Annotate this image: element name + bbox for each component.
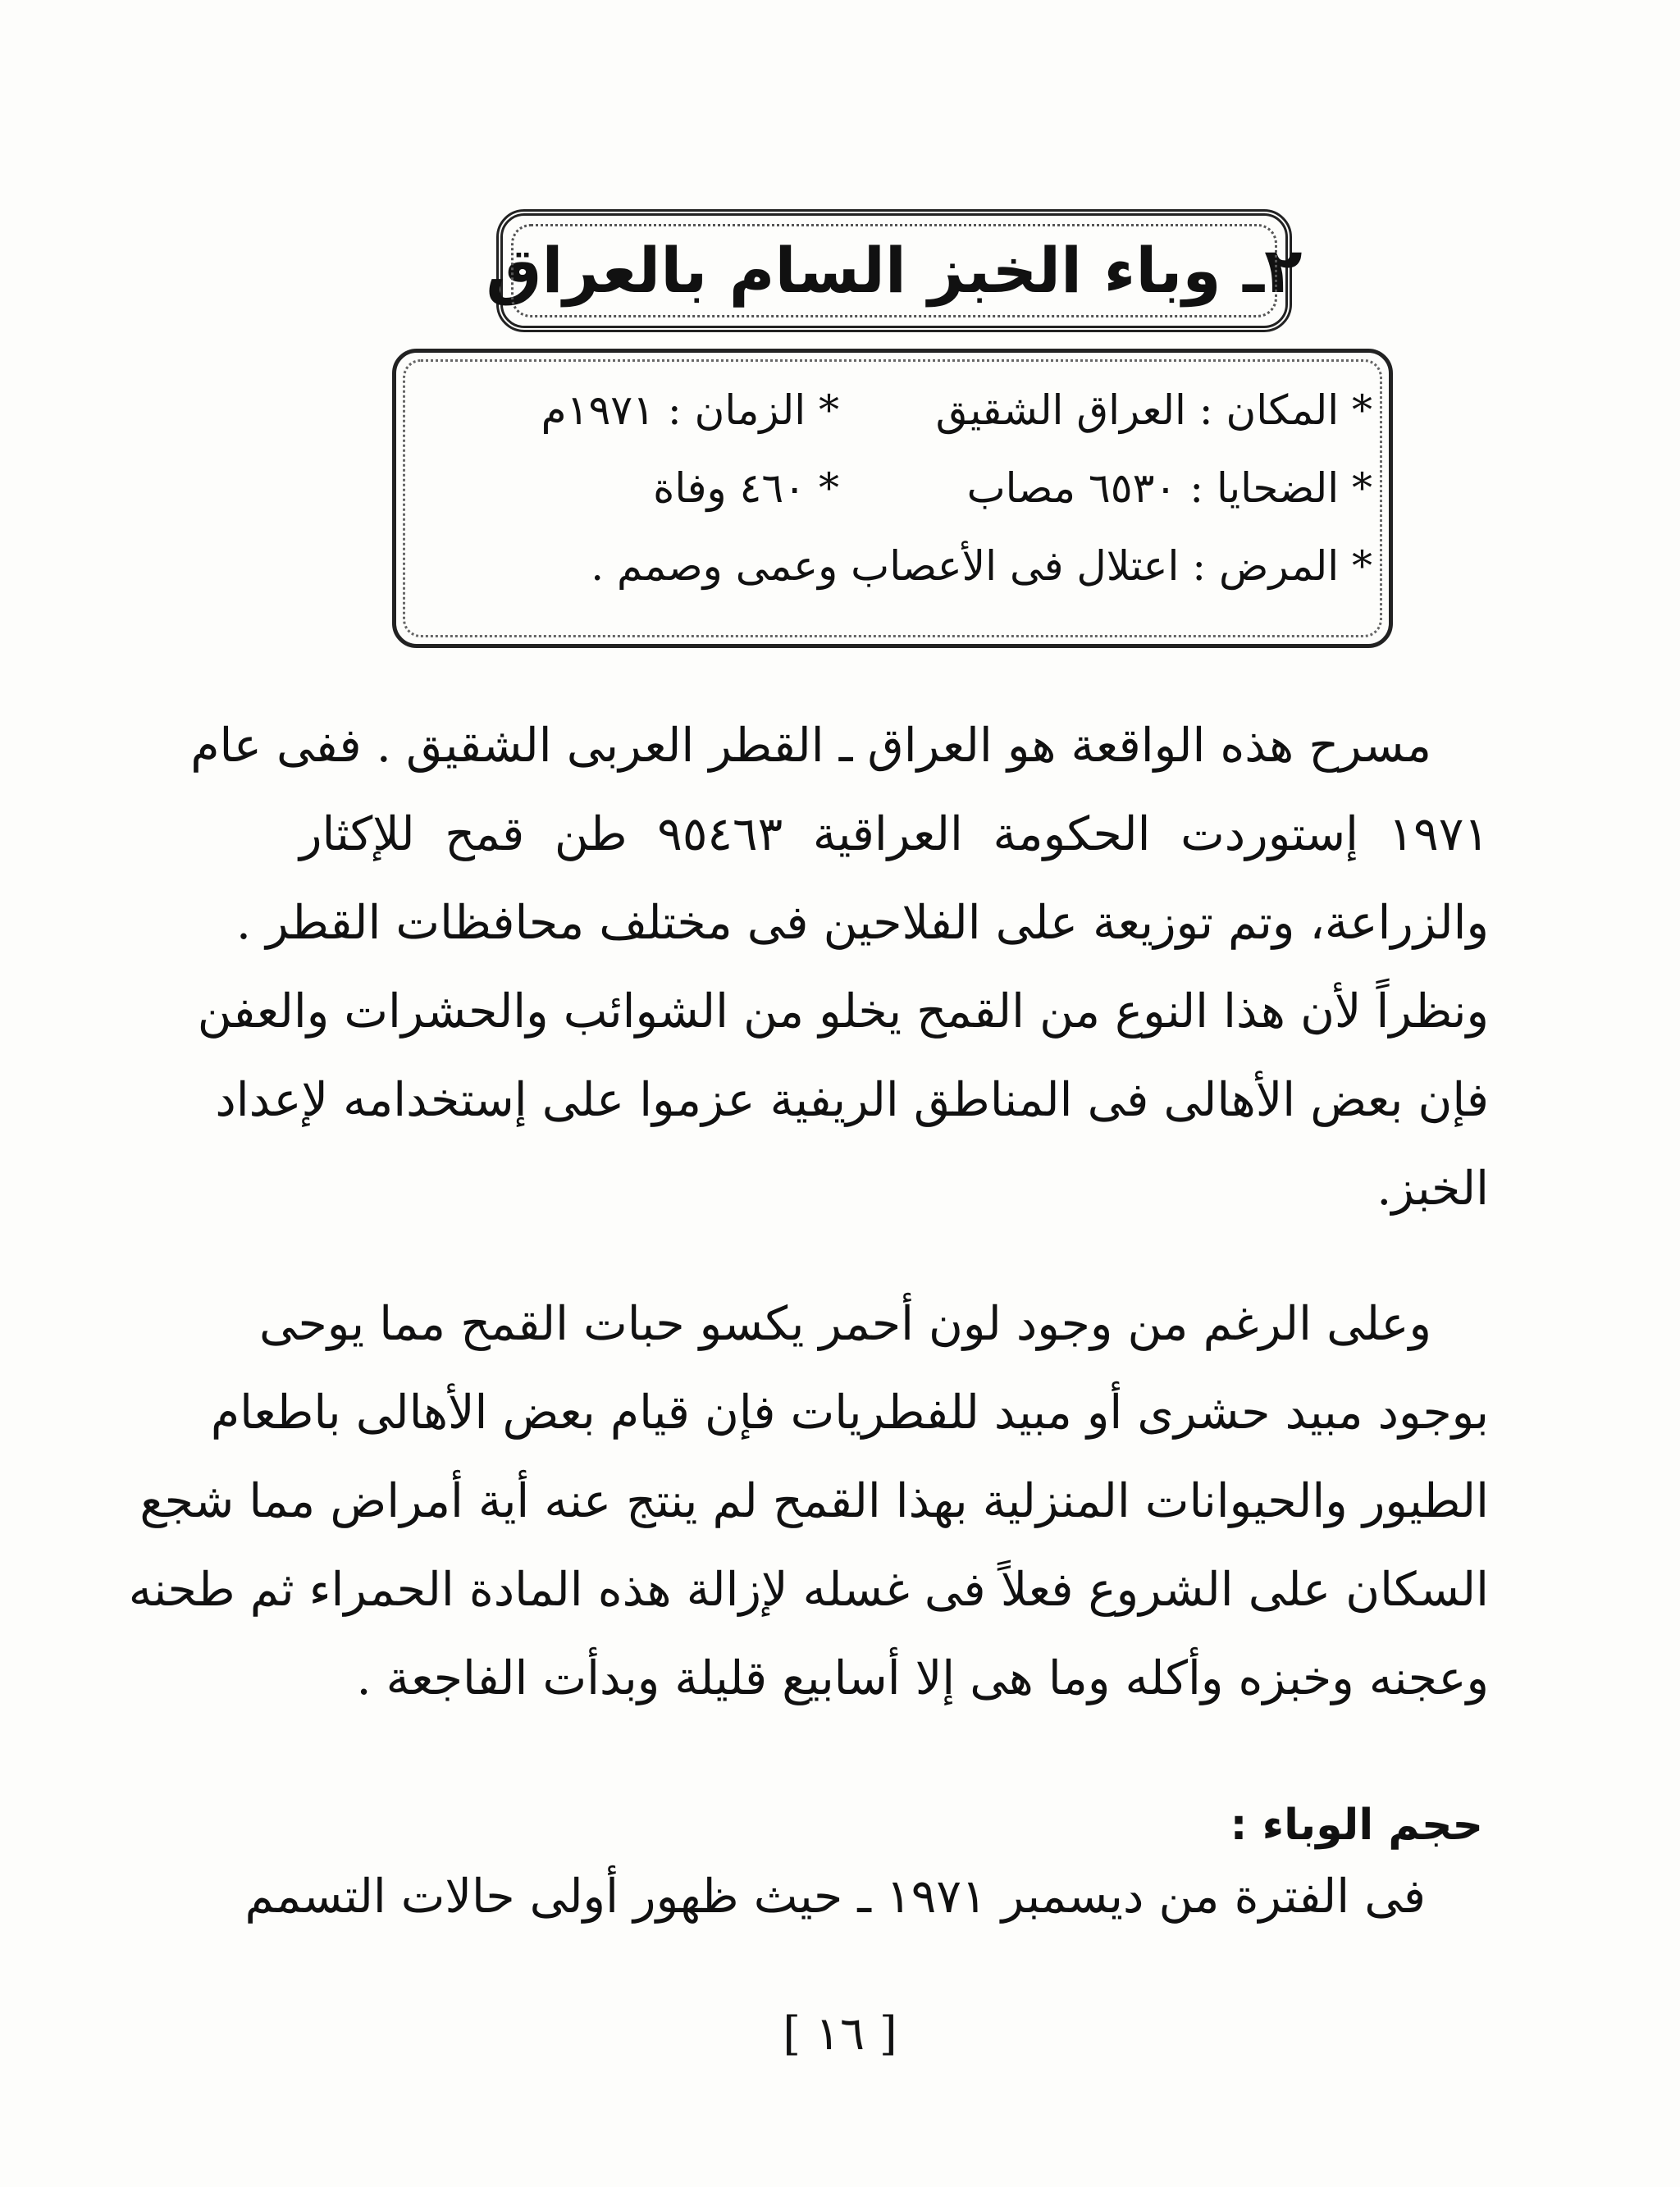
text-line: الطيور والحيوانات المنزلية بهذا القمح لم ينتج عنه أية أمراض مما شجع xyxy=(139,1474,1489,1528)
paragraph-intro xyxy=(190,701,1490,1233)
text-line: ونظراً لأن هذا النوع من القمح يخلو من الشوائب والحشرات والعفن xyxy=(197,984,1489,1039)
info-time: * الزمان : ١٩٧١م xyxy=(541,386,839,434)
text-line: وعجنه وخبزه وأكله وما هى إلا أسابيع قليلة وبدأت الفاجعة . xyxy=(356,1651,1489,1705)
text-line: بوجود مبيد حشرى أو مبيد للفطريات فإن قيام بعض الأهالى باطعام xyxy=(210,1386,1489,1440)
text-line: والزراعة، وتم توزيعة على الفلاحين فى مختلف محافظات القطر . xyxy=(235,896,1489,950)
text-line: مسرح هذه الواقعة هو العراق ـ القطر العربى الشقيق . ففى عام xyxy=(190,719,1431,773)
info-box xyxy=(392,349,1393,648)
info-victims: * الضحايا : ٦٥٣٠ مصاب xyxy=(966,464,1372,512)
paragraph-epidemic-size: فى الفترة من ديسمبر ١٩٧١ ـ حيث ظهور أولى حالات التسمم xyxy=(244,1870,1426,1924)
info-row-disease xyxy=(413,533,1372,599)
section-heading: حجم الوباء : xyxy=(1230,1801,1483,1850)
page-number: [ ١٦ ] xyxy=(783,2007,897,2061)
info-deaths: * ٤٦٠ وفاة xyxy=(653,464,839,512)
paragraph-red-grain xyxy=(128,1280,1489,1723)
info-row-victims xyxy=(413,455,1372,521)
text-line: وعلى الرغم من وجود لون أحمر يكسو حبات القمح مما يوحى xyxy=(259,1297,1431,1351)
title-frame xyxy=(486,209,1303,332)
info-row-place-time xyxy=(413,377,1372,443)
info-place: * المكان : العراق الشقيق xyxy=(935,386,1372,434)
info-disease: * المرض : اعتلال فى الأعصاب وعمى وصمم . xyxy=(591,542,1372,590)
chapter-title: ٢ـ وباء الخبز السام بالعراق xyxy=(486,234,1303,307)
text-line: السكان على الشروع فعلاً فى غسله لإزالة هذه المادة الحمراء ثم طحنه xyxy=(128,1563,1489,1617)
text-line: ١٩٧١ إستوردت الحكومة العراقية ٩٥٤٦٣ طن قمح للإكثار xyxy=(299,807,1490,861)
text-line: فإن بعض الأهالى فى المناطق الريفية عزموا على إستخدامه لإعداد xyxy=(215,1073,1489,1127)
text-line: الخبز. xyxy=(1376,1162,1489,1216)
